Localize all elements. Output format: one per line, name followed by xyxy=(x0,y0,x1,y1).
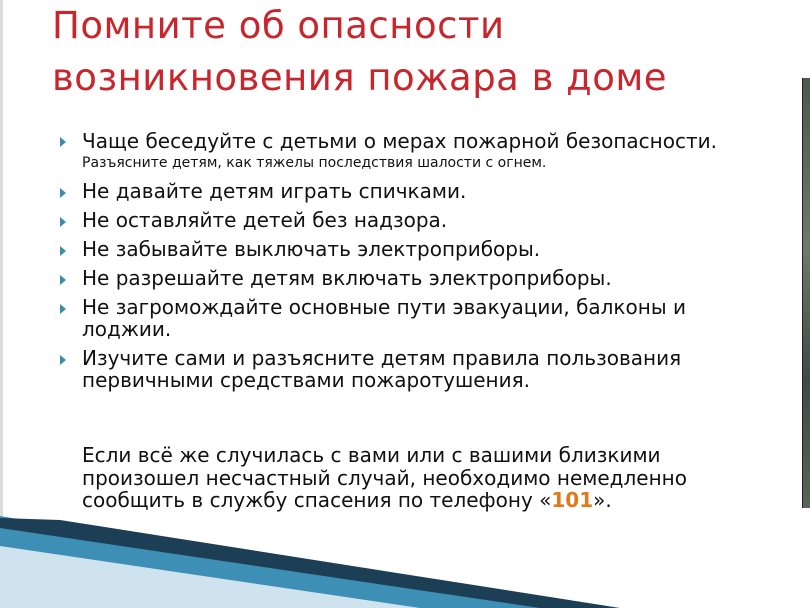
triangle-bullet-icon xyxy=(60,246,66,256)
bullet-item-matches xyxy=(58,180,778,209)
closing-paragraph xyxy=(82,444,782,512)
decorative-ribbon xyxy=(0,508,810,608)
triangle-bullet-icon xyxy=(60,355,66,365)
bullet-item-supervision xyxy=(58,209,778,238)
bullet-sub-text: Разъясните детям, как тяжелы последствия шалости с огнем. xyxy=(82,155,547,171)
bullet-main-text: Не давайте детям играть спичками. xyxy=(82,179,467,203)
bullet-main-text: Чаще беседуйте с детьми о мерах пожарной безопасности. xyxy=(82,129,717,153)
bullet-list xyxy=(58,130,778,391)
triangle-bullet-icon xyxy=(60,217,66,227)
bullet-main-text: Изучите сами и разъясните детям правила пользования первичными средствами пожаротушения. xyxy=(82,346,682,392)
bullet-item-talk xyxy=(58,130,778,172)
slide-title xyxy=(52,0,772,104)
bullet-main-text: Не забывайте выключать электроприборы. xyxy=(82,237,541,261)
bullet-item-extinguishers xyxy=(58,347,778,391)
triangle-bullet-icon xyxy=(60,304,66,314)
bullet-item-no-switch-on xyxy=(58,267,778,296)
photo-edge-image xyxy=(802,78,810,508)
closing-end: ». xyxy=(593,488,612,512)
title-line-1: Помните об опасности xyxy=(52,4,505,47)
bullet-main-text: Не загромождайте основные пути эвакуации, балконы и лоджии. xyxy=(82,295,686,341)
triangle-bullet-icon xyxy=(60,137,66,147)
bullet-main-text: Не оставляйте детей без надзора. xyxy=(82,208,448,232)
emergency-phone-number: 101 xyxy=(551,488,594,512)
triangle-bullet-icon xyxy=(60,275,66,285)
triangle-bullet-icon xyxy=(60,188,66,198)
bullet-item-evacuation xyxy=(58,296,778,347)
title-line-2: возникновения пожара в доме xyxy=(52,56,668,99)
bullet-main-text: Не разрешайте детям включать электроприборы. xyxy=(82,266,612,290)
closing-text: Если всё же случилась с вами или с вашими близкими произошел несчастный случай, необходимо немедленно сообщить в службу спасения по телефону « xyxy=(82,443,687,512)
bullet-item-switch-off xyxy=(58,238,778,267)
